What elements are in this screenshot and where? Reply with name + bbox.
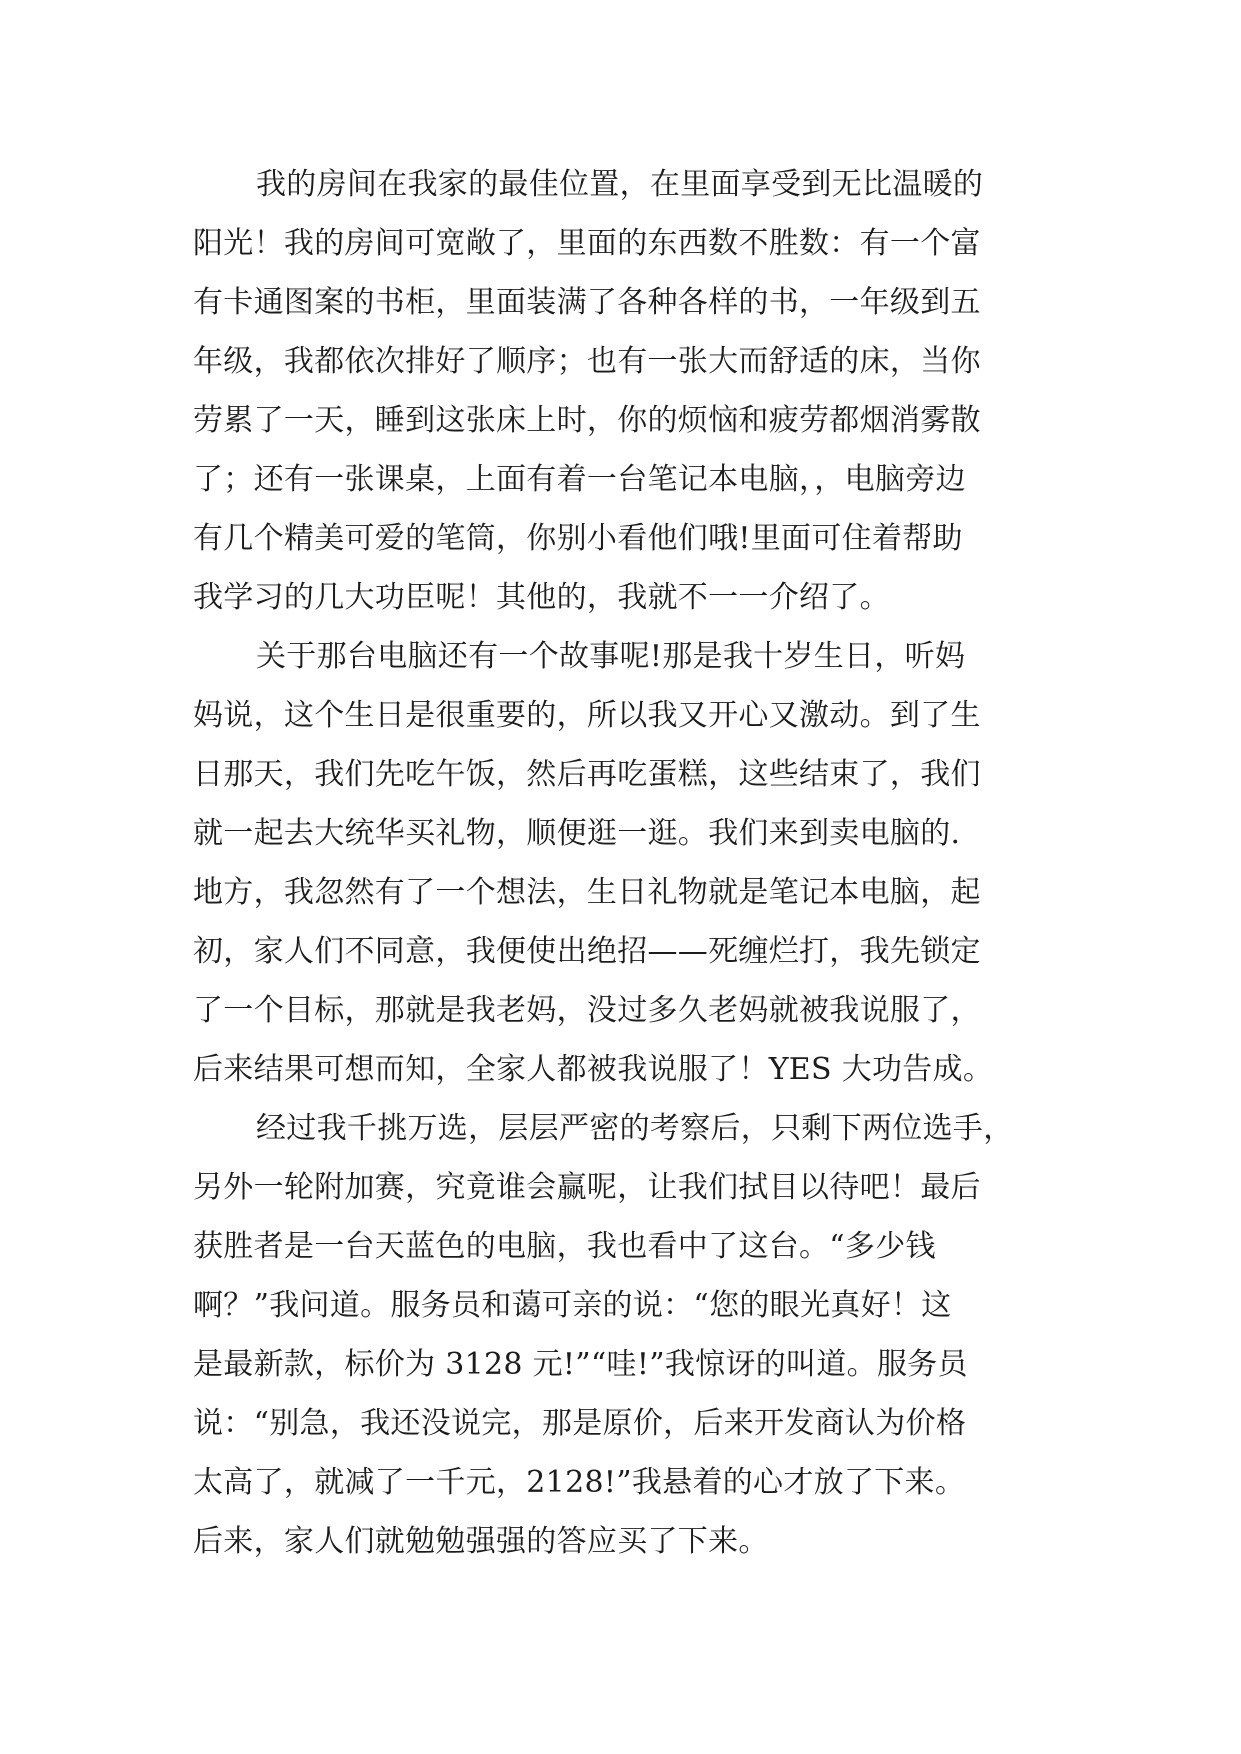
text-line: 后来结果可想而知，全家人都被我说服了！YES 大功告成。 [193, 1052, 994, 1087]
text-line: 了一个目标，那就是我老妈，没过多久老妈就被我说服了， [193, 993, 981, 1028]
text-line: 了；还有一张课桌，上面有着一台笔记本电脑，，电脑旁边 [193, 462, 966, 497]
text-line: 获胜者是一台天蓝色的电脑，我也看中了这台。“多少钱 [193, 1229, 936, 1264]
text-line: 地方，我忽然有了一个想法，生日礼物就是笔记本电脑，起 [193, 875, 981, 910]
text-line: 妈说，这个生日是很重要的，所以我又开心又激动。到了生 [193, 698, 981, 733]
text-line: 日那天，我们先吃午饭，然后再吃蛋糕，这些结束了，我们 [193, 757, 981, 792]
text-line: 阳光！我的房间可宽敞了，里面的东西数不胜数：有一个富 [193, 226, 981, 261]
text-line: 啊？”我问道。服务员和蔼可亲的说：“您的眼光真好！这 [193, 1288, 952, 1323]
text-line: 说：“别急，我还没说完，那是原价，后来开发商认为价格 [193, 1406, 967, 1441]
text-line: 有卡通图案的书柜，里面装满了各种各样的书，一年级到五 [193, 285, 981, 320]
text-line: 年级，我都依次排好了顺序；也有一张大而舒适的床，当你 [193, 344, 981, 379]
text-line: 我学习的几大功臣呢！其他的，我就不一一介绍了。 [193, 580, 890, 615]
text-line: 就一起去大统华买礼物，顺便逛一逛。我们来到卖电脑的. [193, 816, 961, 851]
text-line: 太高了，就减了一千元，2128!”我悬着的心才放了下来。 [193, 1465, 966, 1500]
text-line: 是最新款，标价为 3128 元!”“哇!”我惊讶的叫道。服务员 [193, 1347, 968, 1382]
paragraph-3 [193, 1099, 1073, 1571]
text-line: 劳累了一天，睡到这张床上时，你的烦恼和疲劳都烟消雾散 [193, 403, 981, 438]
text-line: 关于那台电脑还有一个故事呢!那是我十岁生日，听妈 [256, 639, 966, 674]
text-line: 初，家人们不同意，我便使出绝招——死缠烂打，我先锁定 [193, 934, 981, 969]
text-line: 我的房间在我家的最佳位置，在里面享受到无比温暖的 [256, 167, 984, 202]
text-line: 后来，家人们就勉勉强强的答应买了下来。 [193, 1524, 769, 1559]
paragraph-2 [193, 627, 1073, 1099]
document-body [193, 155, 1073, 1571]
text-line: 有几个精美可爱的笔筒，你别小看他们哦!里面可住着帮助 [193, 521, 963, 556]
text-line: 另外一轮附加赛，究竟谁会赢呢，让我们拭目以待吧！最后 [193, 1170, 981, 1205]
text-line: 经过我千挑万选，层层严密的考察后，只剩下两位选手， [256, 1111, 1014, 1146]
paragraph-1 [193, 155, 1073, 627]
